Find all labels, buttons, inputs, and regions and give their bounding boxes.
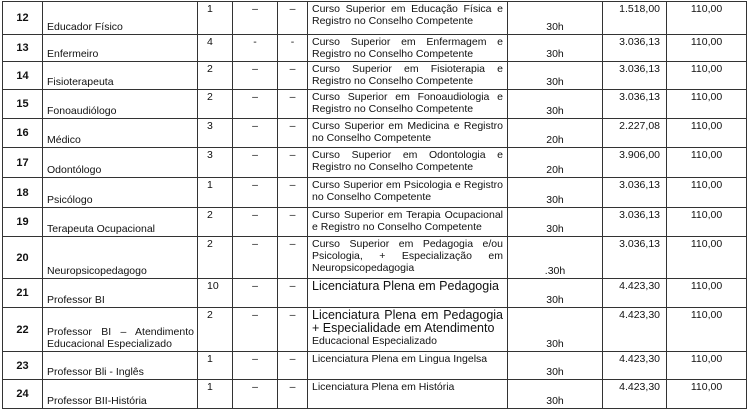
requirements: Curso Superior em Psicologia e Registro no Conselho Competente	[308, 178, 508, 208]
row-number: 17	[3, 148, 43, 178]
reserved-column-1: –	[233, 380, 278, 409]
row-number: 20	[3, 237, 43, 279]
salary: 3.036,13	[603, 62, 667, 90]
reserved-column-1: –	[233, 2, 278, 35]
reserved-column-2: –	[278, 208, 308, 237]
workload: 30h	[508, 279, 603, 308]
vacancies: 2	[198, 237, 233, 279]
salary: 4.423,30	[603, 279, 667, 308]
row-number: 21	[3, 279, 43, 308]
table-row	[3, 308, 747, 352]
reserved-column-1: –	[233, 208, 278, 237]
registration-fee: 110,00	[667, 178, 747, 208]
salary: 4.423,30	[603, 380, 667, 409]
requirements-tail: Educacional Especializado	[312, 335, 437, 347]
reserved-column-2: –	[278, 237, 308, 279]
salary: 3.036,13	[603, 178, 667, 208]
table-row	[3, 237, 747, 279]
workload: 20h	[508, 148, 603, 178]
salary: 2.227,08	[603, 119, 667, 148]
job-title: Enfermeiro	[43, 35, 198, 62]
salary: 3.036,13	[603, 237, 667, 279]
requirements: Curso Superior em Terapia Ocupacional e Registro no Conselho Competente	[308, 208, 508, 237]
salary: 3.906,00	[603, 148, 667, 178]
requirements: Curso Superior em Fonoaudiologia e Registro no Conselho Competente	[308, 90, 508, 119]
requirements: Curso Superior em Odontologia e Registro no Conselho Competente	[308, 148, 508, 178]
registration-fee: 110,00	[667, 35, 747, 62]
requirements: Licenciatura Plena em Pedagogia	[308, 279, 508, 308]
requirements: Curso Superior em Enfermagem e Registro no Conselho Competente	[308, 35, 508, 62]
vacancies: 10	[198, 279, 233, 308]
workload: .30h	[508, 237, 603, 279]
reserved-column-2: –	[278, 178, 308, 208]
requirements: Curso Superior em Educação Física e Registro no Conselho Competente	[308, 2, 508, 35]
salary: 4.423,30	[603, 308, 667, 352]
requirements-main: Licenciatura Plena em Pedagogia + Especialidade em Atendimento	[312, 308, 503, 335]
vacancies: 3	[198, 119, 233, 148]
row-number: 18	[3, 178, 43, 208]
registration-fee: 110,00	[667, 90, 747, 119]
reserved-column-1: –	[233, 90, 278, 119]
row-number: 23	[3, 352, 43, 380]
registration-fee: 110,00	[667, 237, 747, 279]
table-row	[3, 208, 747, 237]
requirements: Licenciatura Plena em História	[308, 380, 508, 409]
salary: 4.423,30	[603, 352, 667, 380]
vacancies: 2	[198, 208, 233, 237]
job-title: Terapeuta Ocupacional	[43, 208, 198, 237]
job-title: Fisioterapeuta	[43, 62, 198, 90]
requirements: Licenciatura Plena em Lingua Ingelsa	[308, 352, 508, 380]
job-title: Médico	[43, 119, 198, 148]
registration-fee: 110,00	[667, 308, 747, 352]
requirements: Curso Superior em Pedagogia e/ou Psicologia, + Especialização em Neuropsicopedagogia	[308, 237, 508, 279]
row-number: 24	[3, 380, 43, 409]
registration-fee: 110,00	[667, 2, 747, 35]
registration-fee: 110,00	[667, 380, 747, 409]
reserved-column-2: –	[278, 380, 308, 409]
vacancies: 2	[198, 308, 233, 352]
salary: 1.518,00	[603, 2, 667, 35]
registration-fee: 110,00	[667, 208, 747, 237]
reserved-column-1: –	[233, 237, 278, 279]
vacancies: 1	[198, 380, 233, 409]
reserved-column-1: –	[233, 148, 278, 178]
table-row	[3, 90, 747, 119]
reserved-column-1: –	[233, 178, 278, 208]
workload: 30h	[508, 380, 603, 409]
vacancies: 2	[198, 62, 233, 90]
vacancies: 3	[198, 148, 233, 178]
workload: 30h	[508, 208, 603, 237]
table-row	[3, 35, 747, 62]
reserved-column-2: –	[278, 62, 308, 90]
row-number: 22	[3, 308, 43, 352]
job-title: Neuropsicopedagogo	[43, 237, 198, 279]
table-row	[3, 62, 747, 90]
table-row	[3, 279, 747, 308]
workload: 30h	[508, 352, 603, 380]
reserved-column-2: -	[278, 35, 308, 62]
job-title: Professor BI – Atendimento Educacional Especializado	[43, 308, 198, 352]
table-row	[3, 148, 747, 178]
job-title: Odontólogo	[43, 148, 198, 178]
registration-fee: 110,00	[667, 62, 747, 90]
reserved-column-1: –	[233, 119, 278, 148]
reserved-column-1: –	[233, 62, 278, 90]
registration-fee: 110,00	[667, 279, 747, 308]
workload: 30h	[508, 2, 603, 35]
row-number: 13	[3, 35, 43, 62]
registration-fee: 110,00	[667, 352, 747, 380]
reserved-column-2: –	[278, 308, 308, 352]
job-title: Professor BI	[43, 279, 198, 308]
registration-fee: 110,00	[667, 119, 747, 148]
table-row	[3, 380, 747, 409]
requirements	[308, 308, 508, 352]
vacancies: 2	[198, 90, 233, 119]
table-row	[3, 178, 747, 208]
row-number: 19	[3, 208, 43, 237]
row-number: 16	[3, 119, 43, 148]
row-number: 12	[3, 2, 43, 35]
table-row	[3, 352, 747, 380]
vacancies: 4	[198, 35, 233, 62]
table-row	[3, 119, 747, 148]
workload: 30h	[508, 90, 603, 119]
table-row	[3, 2, 747, 35]
reserved-column-1: -	[233, 35, 278, 62]
positions-table	[2, 1, 747, 409]
job-title: Professor BII-História	[43, 380, 198, 409]
registration-fee: 110,00	[667, 148, 747, 178]
reserved-column-2: –	[278, 279, 308, 308]
workload: 30h	[508, 178, 603, 208]
job-title: Psicólogo	[43, 178, 198, 208]
requirements: Curso Superior em Fisioterapia e Registro no Conselho Competente	[308, 62, 508, 90]
reserved-column-2: –	[278, 352, 308, 380]
salary: 3.036,13	[603, 35, 667, 62]
salary: 3.036,13	[603, 208, 667, 237]
workload: 30h	[508, 35, 603, 62]
reserved-column-1: –	[233, 279, 278, 308]
workload: 20h	[508, 119, 603, 148]
reserved-column-2: –	[278, 2, 308, 35]
reserved-column-2: –	[278, 119, 308, 148]
reserved-column-1: –	[233, 352, 278, 380]
job-title: Fonoaudiólogo	[43, 90, 198, 119]
vacancies: 1	[198, 352, 233, 380]
row-number: 14	[3, 62, 43, 90]
vacancies: 1	[198, 178, 233, 208]
requirements: Curso Superior em Medicina e Registro no Conselho Competente	[308, 119, 508, 148]
salary: 3.036,13	[603, 90, 667, 119]
reserved-column-2: –	[278, 90, 308, 119]
workload: 30h	[508, 308, 603, 352]
workload: 30h	[508, 62, 603, 90]
reserved-column-2: –	[278, 148, 308, 178]
vacancies: 1	[198, 2, 233, 35]
job-title: Professor Bli - Inglês	[43, 352, 198, 380]
job-title: Educador Físico	[43, 2, 198, 35]
reserved-column-1: –	[233, 308, 278, 352]
row-number: 15	[3, 90, 43, 119]
